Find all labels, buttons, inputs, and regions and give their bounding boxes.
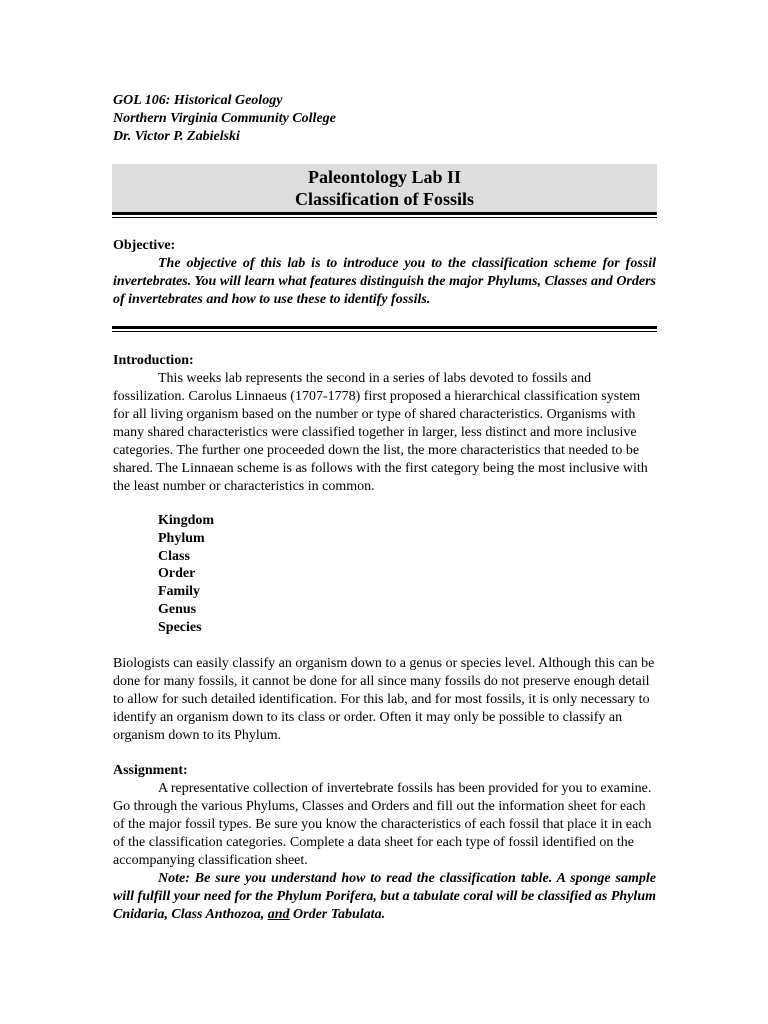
note-text-end: Order Tabulata. bbox=[289, 907, 386, 922]
objective-section bbox=[113, 237, 656, 309]
rank-class: Class bbox=[158, 548, 190, 564]
introduction-paragraph-2-block bbox=[113, 655, 656, 745]
rank-family: Family bbox=[158, 584, 200, 600]
objective-heading: Objective: bbox=[113, 238, 176, 253]
note-and-underlined: and bbox=[267, 907, 290, 922]
rank-phylum: Phylum bbox=[158, 530, 205, 546]
title-rule-thick bbox=[112, 212, 657, 215]
title-box bbox=[112, 164, 657, 212]
introduction-paragraph-2: Biologists can easily classify an organism down to a genus or species level. Although this can be done for many fossils, it cannot be done for all since many fossils do not preserve enough detail to allow for such detailed identification. For this lab, and for most fossils, it is only necessary to identify an organism down to its class or order. Often it may only be possible to classify an organism down to its Phylum. bbox=[113, 656, 655, 743]
rank-species: Species bbox=[158, 619, 202, 635]
introduction-paragraph-1: This weeks lab represents the second in a series of labs devoted to fossils and fossilization. Carolus Linnaeus (1707-1778) first proposed a hierarchical classification system for all living organism based on the number or type of shared characteristics. Organisms with many shared characteristics were classified together in larger, less distinct and more inclusive categories. The further one proceeded down the list, the more characteristics that needed to be shared. The Linnaean scheme is as follows with the first category being the most inclusive with the least number or characteristics in common. bbox=[113, 371, 648, 494]
objective-text: The objective of this lab is to introduce you to the classification scheme for fossil invertebrates. You will learn what features distinguish the major Phylums, Classes and Orders of invertebrates and how to use these to identify fossils. bbox=[113, 256, 656, 307]
instructor-name: Dr. Victor P. Zabielski bbox=[113, 129, 240, 144]
assignment-text: A representative collection of invertebrate fossils has been provided for you to examine. Go through the various Phylums, Classes and Orders and fill out the information sheet for each of the major fossil types. Be sure you know the characteristics of each fossil that place it in each of the classification categories. Complete a data sheet for each type of fossil identified on the accompanying classification sheet. bbox=[113, 781, 652, 868]
college-name: Northern Virginia Community College bbox=[113, 111, 336, 126]
taxonomy-rank-list bbox=[158, 512, 214, 637]
rank-kingdom: Kingdom bbox=[158, 513, 215, 528]
objective-rule-thick bbox=[112, 326, 657, 329]
introduction-heading: Introduction: bbox=[113, 353, 194, 368]
introduction-section bbox=[113, 352, 656, 496]
title-rule-thin bbox=[112, 217, 657, 218]
title-line-2: Classification of Fossils bbox=[294, 189, 474, 209]
assignment-section bbox=[113, 762, 656, 924]
title-line-1: Paleontology Lab II bbox=[307, 167, 462, 187]
course-name: GOL 106: Historical Geology bbox=[113, 93, 283, 108]
course-header bbox=[113, 92, 336, 146]
assignment-note bbox=[113, 870, 656, 924]
rank-genus: Genus bbox=[158, 601, 197, 617]
assignment-heading: Assignment: bbox=[113, 763, 188, 778]
note-text-start: Note: Be sure you understand how to read the classification table. A sponge sample will fulfill your need for the Phylum Porifera, but a tabulate coral will be classified as Phylum Cnidaria, Class Anthozoa, bbox=[113, 871, 656, 922]
rank-order: Order bbox=[158, 566, 196, 582]
objective-rule-thin bbox=[112, 331, 657, 332]
